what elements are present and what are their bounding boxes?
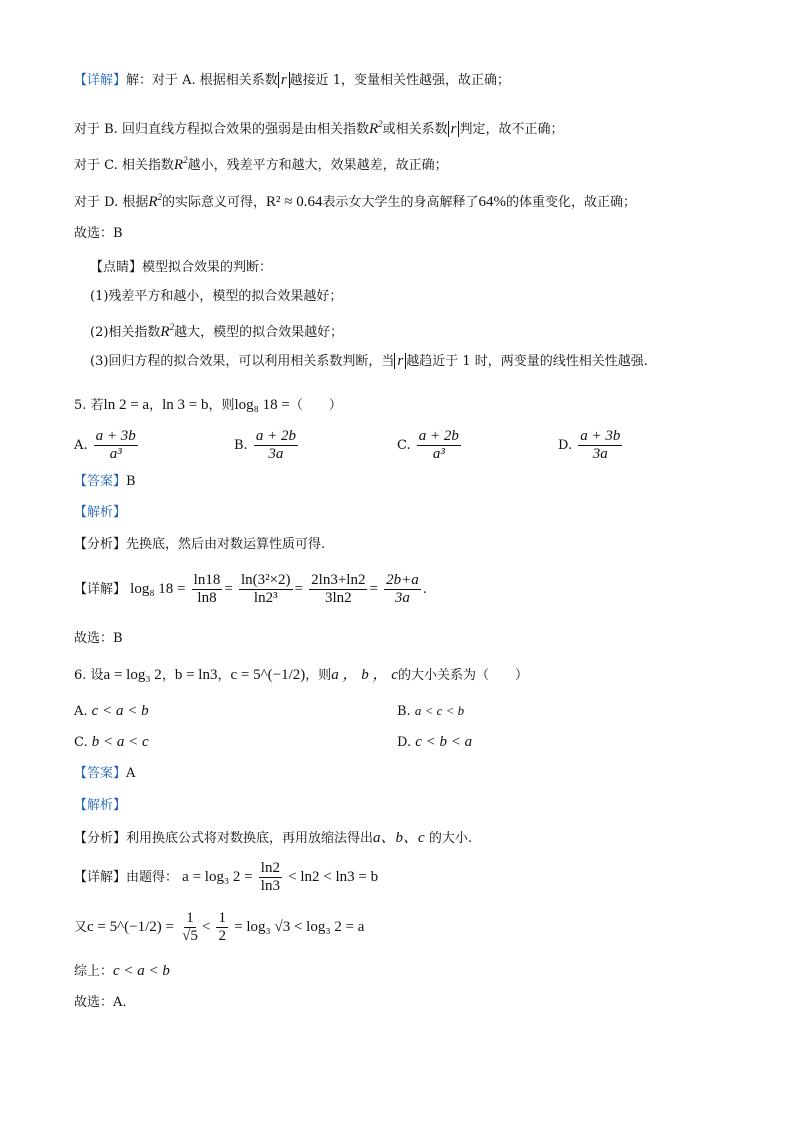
detail-tag: 【详解】 [74, 73, 127, 88]
q4-detail-line-1: 【详解】解：对于 A. 根据相关系数 r 越接近 1，变量相关性越强，故正确； [74, 72, 511, 88]
q4-tip-item-3: (3)回归方程的拟合效果，可以利用相关系数判断，当 r 越趋近于 1 时，两变量的线性相关性越强. [90, 353, 648, 369]
q5-option-a[interactable]: A. $\frac{a + 3b}{\text{a³}}$ [74, 428, 136, 462]
q5-choice: 故选：B [74, 631, 123, 646]
q4-detail-line-4: 对于 D. 根据$R^2$的实际意义可得，R² ≈ 0.64表示女大学生的身高解释了64%的体重变化，故正确； [74, 192, 637, 210]
q4-tip-item-2: (2)相关指数$R^2$越大，模型的拟合效果越好； [90, 322, 344, 340]
q5-fenxi: 【分析】先换底，然后由对数运算性质可得. [74, 537, 326, 552]
q4-choice: 故选：B [74, 226, 123, 241]
q6-option-a[interactable]: A. c < a < b [74, 703, 149, 719]
q4-tip-header: 【点睛】模型拟合效果的判断： [90, 260, 273, 275]
q6-summary: 综上：c < a < b [74, 963, 170, 979]
q5-analysis-tag: 【解析】 [74, 505, 127, 520]
q5-detail: 【详解】 log₈ 18 = $\frac{\ln 18}{\ln 8}$ = $\frac{\text{ln(3²×2)}}{\text{ln2³}}$ = $\frac{2\ln 3+\ln 2}{3\ln 2}$ = $\frac{2b+a}{3a}$ . [74, 572, 427, 606]
q6-choice: 故选：A. [74, 995, 127, 1010]
q5-option-b[interactable]: B. $\frac{a + 2b}{3a}$ [234, 428, 296, 462]
q6-analysis-tag: 【解析】 [74, 798, 127, 813]
q4-detail-line-3: 对于 C. 相关指数$R^2$越小，残差平方和越大，效果越差，故正确； [74, 155, 448, 173]
q6-again: 又c = 5^(−1/2) = $\frac{1}{√5}$ < $\frac{1}{2}$ = log₃ √3 < log₃ 2 = a [74, 910, 365, 944]
q4-detail-line-2: 对于 B. 回归直线方程拟合效果的强弱是由相关指数$R^2$或相关系数 r 判定，故不正确； [74, 119, 564, 137]
q6-stem: 6. 设a = log₃ 2，b = ln3，c = 5^(−1/2)，则a ， b ， c的大小关系为（ ） [74, 667, 528, 683]
q5-option-d[interactable]: D. $\frac{a + 3b}{3a}$ [558, 428, 621, 462]
q6-detail: 【详解】由题得： a = log₃ 2 = $\frac{\ln 2}{\ln 3}$ < ln2 < ln3 = b [74, 860, 379, 894]
q6-option-c[interactable]: C. b < a < c [74, 734, 149, 750]
q5-stem: 5. 若ln 2 = a，ln 3 = b，则log₈ 18 =（ ） [74, 397, 342, 413]
q6-fenxi: 【分析】利用换底公式将对数换底，再用放缩法得出a、b、c 的大小. [74, 830, 472, 846]
q5-option-c[interactable]: C. $\frac{a + 2b}{\text{a³}}$ [397, 428, 459, 462]
q6-option-d[interactable]: D. c < b < a [397, 734, 473, 750]
q5-answer: 【答案】B [74, 474, 136, 489]
q6-answer: 【答案】A [74, 766, 136, 781]
q6-option-b[interactable]: B. a < c < b [397, 703, 465, 719]
abs-r: r [278, 72, 290, 88]
q4-tip-item-1: (1)残差平方和越小，模型的拟合效果越好； [90, 289, 343, 304]
